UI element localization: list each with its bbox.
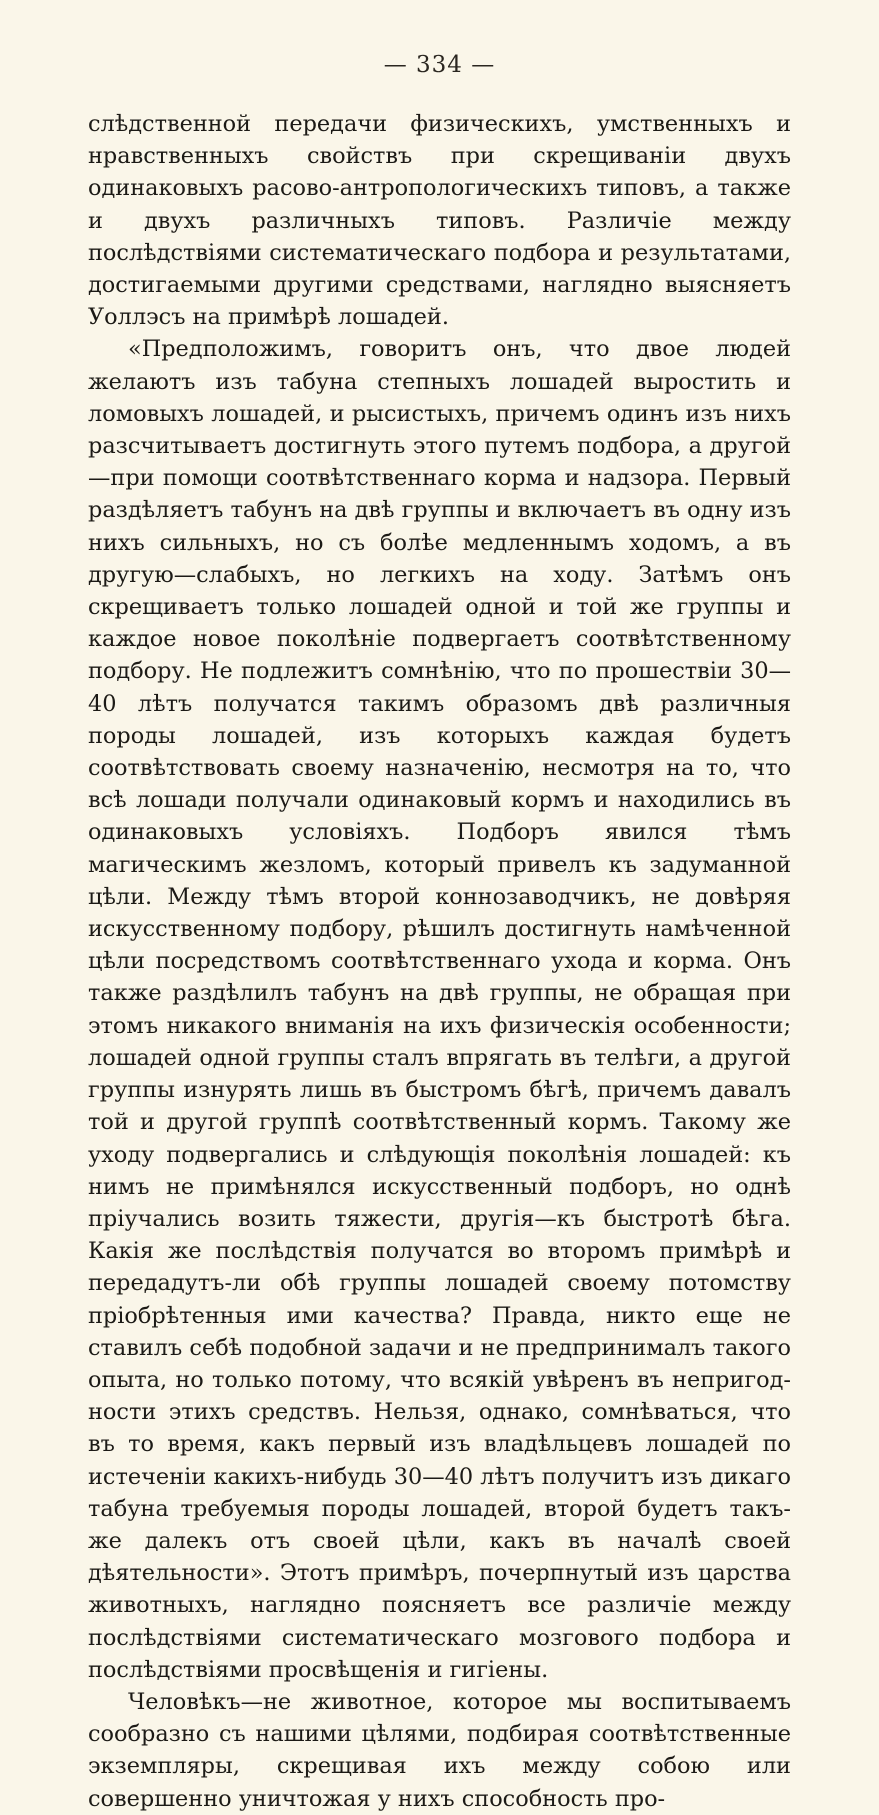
page-number: — 334 — — [383, 52, 496, 78]
body-text — [88, 108, 791, 1815]
paragraph: слѣдственной передачи физическихъ, умственныхъ и нравственныхъ свойствъ при скрещиваніи двухъ одинаковыхъ расово-антропологическихъ типовъ, а также и двухъ различныхъ типовъ. Различіе между послѣдствіями систематическаго подбора и результатами, достигаемыми другими средствами, наглядно выясняетъ Уоллэсъ на примѣрѣ лошадей. — [88, 111, 791, 331]
paragraph: Человѣкъ—не животное, которое мы воспитываемъ сообразно съ нашими цѣлями, подбирая соотвѣтственные экземпляры, скрещивая ихъ между собою или совершенно уничтожая у нихъ способность про- — [88, 1688, 791, 1812]
paragraph: «Предположимъ, говоритъ онъ, что двое людей желаютъ изъ табуна степныхъ лошадей выростить и ломовыхъ лошадей, и рысистыхъ, причемъ одинъ изъ нихъ разсчитываетъ достигнуть этого путемъ подбора, а другой—при помощи соотвѣтственнаго корма и надзора. Первый раздѣляетъ табунъ на двѣ группы и включаетъ въ одну изъ нихъ сильныхъ, но съ болѣе медленнымъ ходомъ, а въ другую—слабыхъ, но легкихъ на ходу. Затѣмъ онъ скрещиваетъ только лошадей одной и той же группы и каждое новое поколѣніе подвергаетъ соотвѣтственному подбору. Не подлежитъ сомнѣнію, что по прошествіи 30—40 лѣтъ получатся такимъ образомъ двѣ различныя породы лошадей, изъ которыхъ каждая будетъ соотвѣтствовать своему назначенію, несмотря на то, что всѣ лошади получали одинаковый кормъ и находились въ одинаковыхъ условіяхъ. Подборъ явился тѣмъ магическимъ жезломъ, который привелъ къ задуманной цѣли. Между тѣмъ второй коннозаводчикъ, не довѣряя искусственному подбору, рѣшилъ достигнуть намѣченной цѣли посредствомъ соотвѣтственнаго ухода и корма. Онъ также раздѣлилъ табунъ на двѣ группы, не обращая при этомъ никакого вниманія на ихъ физическія особенности; лошадей одной группы сталъ впрягать въ телѣги, а другой группы изнурять лишь въ быстромъ бѣгѣ, причемъ давалъ той и другой группѣ соотвѣтственный кормъ. Такому же уходу подвергались и слѣдующія поколѣнія лошадей: къ нимъ не примѣнялся искусственный подборъ, но однѣ пріучались возить тяжести, другія—къ быстротѣ бѣга. Какія же послѣдствія получатся во второмъ примѣрѣ и передадутъ-ли обѣ группы лошадей своему потомству пріобрѣтенныя ими качества? Правда, никто еще не ставилъ себѣ подобной задачи и не предпринималъ такого опыта, но только потому, что всякій увѣренъ въ непригодности этихъ средствъ. Нельзя, однако, сомнѣваться, что въ то время, какъ первый изъ владѣльцевъ лошадей по истеченіи какихъ-нибудь 30—40 лѣтъ получитъ изъ дикаго табуна требуемыя породы лошадей, второй будетъ такъ-же далекъ отъ своей цѣли, какъ въ началѣ своей дѣятельности». Этотъ примѣръ, почерпнутый изъ царства животныхъ, наглядно поясняетъ все различіе между послѣдствіями систематическаго мозгового подбора и послѣдствіями просвѣщенія и гигіены. — [88, 336, 791, 1683]
